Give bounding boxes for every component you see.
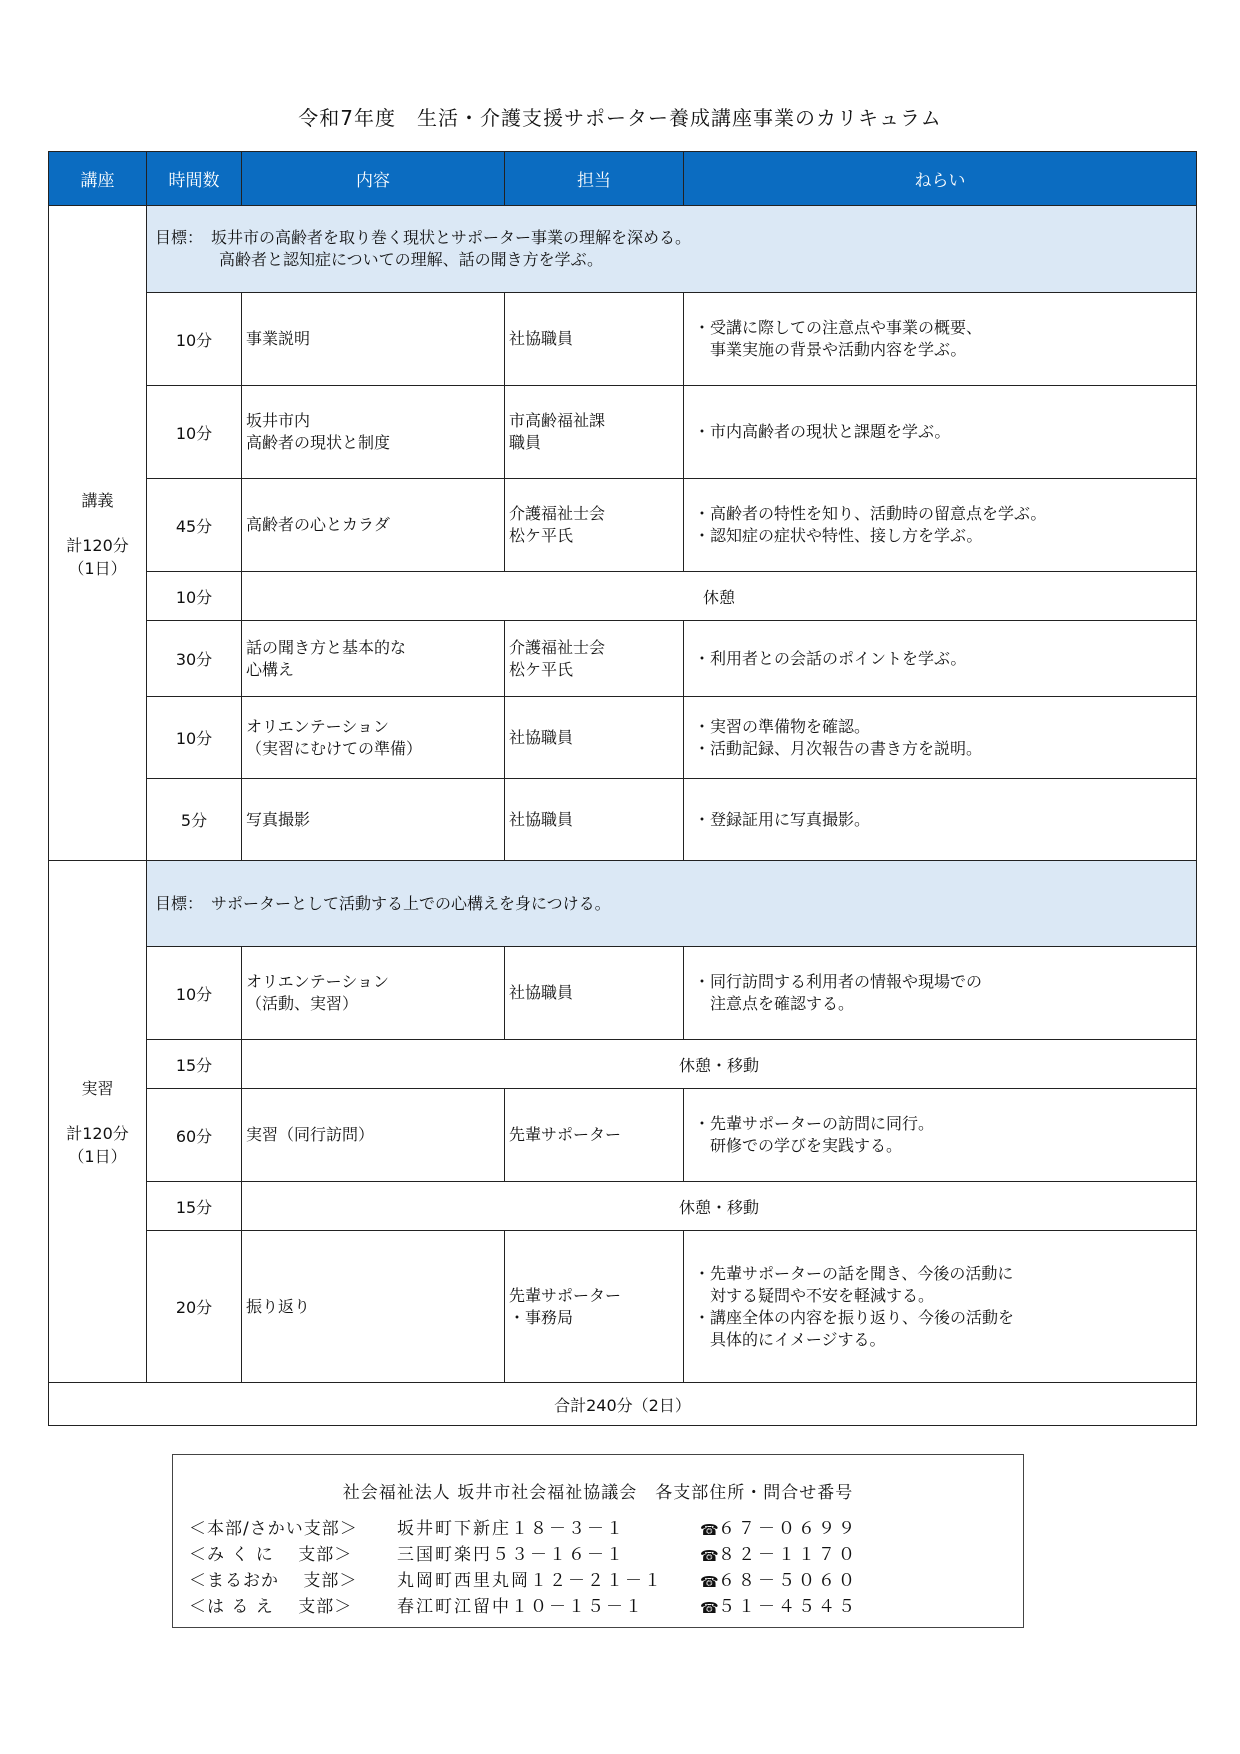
branch-address: 春江町江留中１０－１５－１ — [397, 1597, 644, 1617]
header-course: 講座 — [49, 152, 147, 206]
aim-cell: ・先輩サポーターの訪問に同行。 研修での学びを実践する。 — [684, 1089, 1197, 1182]
grand-total: 合計240分（2日） — [49, 1383, 1197, 1426]
table-row — [49, 621, 1197, 697]
content-cell: 実習（同行訪問） — [242, 1089, 505, 1182]
branch-row — [189, 1516, 858, 1542]
aim-cell: ・実習の準備物を確認。 ・活動記録、月次報告の書き方を説明。 — [684, 697, 1197, 779]
content-cell: 高齢者の心とカラダ — [242, 479, 505, 572]
header-aim: ねらい — [684, 152, 1197, 206]
practice-label: 実習 — [81, 1079, 114, 1098]
branch-name: ＜まるおか 支部＞ — [189, 1571, 358, 1591]
content-cell: オリエンテーション （活動、実習） — [242, 947, 505, 1040]
table-row — [49, 1089, 1197, 1182]
phone-icon: ☎ — [700, 1599, 719, 1617]
contact-box — [172, 1454, 1024, 1628]
table-row — [49, 947, 1197, 1040]
lecture-goal: 目標： 坂井市の高齢者を取り巻く現状とサポーター事業の理解を深める。 高齢者と認知症についての理解、話の聞き方を学ぶ。 — [147, 206, 1197, 293]
staff-cell: 先輩サポーター — [505, 1089, 684, 1182]
table-row — [49, 386, 1197, 479]
phone-icon: ☎ — [700, 1573, 719, 1591]
aim-cell: ・利用者との会話のポイントを学ぶ。 — [684, 621, 1197, 697]
break-row — [49, 572, 1197, 621]
grand-total-row — [49, 1383, 1197, 1426]
break-cell: 休憩 — [242, 572, 1197, 621]
curriculum-table — [48, 151, 1197, 1426]
lecture-label: 講義 — [81, 490, 114, 510]
lecture-goal-row — [49, 206, 1197, 293]
staff-cell: 市高齢福祉課 職員 — [505, 386, 684, 479]
break-row — [49, 1182, 1197, 1231]
branch-address: 丸岡町西里丸岡１２－２１－１ — [397, 1571, 663, 1591]
content-cell: オリエンテーション （実習にむけての準備） — [242, 697, 505, 779]
content-cell: 坂井市内 高齢者の現状と制度 — [242, 386, 505, 479]
lecture-total: 計120分 — [66, 535, 129, 555]
branch-address: 三国町楽円５３－１６－１ — [397, 1545, 625, 1565]
aim-cell: ・先輩サポーターの話を聞き、今後の活動に 対する疑問や不安を軽減する。 ・講座全体の内容を振り返り、今後の活動を 具体的にイメージする。 — [684, 1231, 1197, 1383]
aim-cell: ・受講に際しての注意点や事業の概要、 事業実施の背景や活動内容を学ぶ。 — [684, 293, 1197, 386]
branch-name: ＜本部/さかい支部＞ — [189, 1519, 358, 1539]
branch-tel: ８２－１１７０ — [718, 1545, 858, 1565]
table-row — [49, 293, 1197, 386]
practice-days: （1日） — [68, 1147, 127, 1166]
time-cell: 5分 — [147, 779, 242, 861]
time-cell: 45分 — [147, 479, 242, 572]
time-cell: 15分 — [147, 1040, 242, 1089]
header-staff: 担当 — [505, 152, 684, 206]
time-cell: 10分 — [147, 386, 242, 479]
break-cell: 休憩・移動 — [242, 1040, 1197, 1089]
content-cell: 写真撮影 — [242, 779, 505, 861]
time-cell: 15分 — [147, 1182, 242, 1231]
staff-cell: 先輩サポーター ・事務局 — [505, 1231, 684, 1383]
time-cell: 60分 — [147, 1089, 242, 1182]
aim-cell: ・市内高齢者の現状と課題を学ぶ。 — [684, 386, 1197, 479]
lecture-section-cell — [49, 206, 147, 861]
aim-cell: ・高齢者の特性を知り、活動時の留意点を学ぶ。 ・認知症の症状や特性、接し方を学ぶ。 — [684, 479, 1197, 572]
staff-cell: 社協職員 — [505, 779, 684, 861]
staff-cell: 社協職員 — [505, 947, 684, 1040]
aim-cell: ・同行訪問する利用者の情報や現場での 注意点を確認する。 — [684, 947, 1197, 1040]
header-hours: 時間数 — [147, 152, 242, 206]
table-header-row — [49, 152, 1197, 206]
time-cell: 10分 — [147, 947, 242, 1040]
branch-name: ＜み く に 支部＞ — [189, 1545, 353, 1565]
contact-heading: 社会福祉法人 坂井市社会福祉協議会 各支部住所・問合せ番号 — [342, 1483, 854, 1503]
branch-row — [189, 1542, 858, 1568]
lecture-days: （1日） — [68, 558, 127, 578]
branch-name: ＜は る え 支部＞ — [189, 1597, 353, 1617]
phone-icon: ☎ — [700, 1521, 719, 1539]
table-row — [49, 1231, 1197, 1383]
staff-cell: 社協職員 — [505, 697, 684, 779]
table-row — [49, 697, 1197, 779]
branch-address: 坂井町下新庄１８－３－１ — [397, 1519, 625, 1539]
time-cell: 20分 — [147, 1231, 242, 1383]
staff-cell: 介護福祉士会 松ケ平氏 — [505, 479, 684, 572]
content-cell: 話の聞き方と基本的な 心構え — [242, 621, 505, 697]
content-cell: 事業説明 — [242, 293, 505, 386]
practice-goal-row — [49, 861, 1197, 947]
table-row — [49, 479, 1197, 572]
time-cell: 10分 — [147, 697, 242, 779]
phone-icon: ☎ — [700, 1547, 719, 1565]
practice-goal: 目標： サポーターとして活動する上での心構えを身につける。 — [147, 861, 1197, 947]
header-content: 内容 — [242, 152, 505, 206]
document-title: 令和7年度 生活・介護支援サポーター養成講座事業のカリキュラム — [298, 106, 942, 130]
branch-row — [189, 1568, 858, 1594]
table-row — [49, 779, 1197, 861]
branch-row — [189, 1594, 858, 1620]
practice-section-cell — [49, 861, 147, 1383]
branch-tel: ６７－０６９９ — [718, 1519, 858, 1539]
branch-tel: ５１－４５４５ — [718, 1597, 858, 1617]
time-cell: 10分 — [147, 572, 242, 621]
time-cell: 10分 — [147, 293, 242, 386]
break-cell: 休憩・移動 — [242, 1182, 1197, 1231]
break-row — [49, 1040, 1197, 1089]
content-cell: 振り返り — [242, 1231, 505, 1383]
staff-cell: 介護福祉士会 松ケ平氏 — [505, 621, 684, 697]
time-cell: 30分 — [147, 621, 242, 697]
aim-cell: ・登録証用に写真撮影。 — [684, 779, 1197, 861]
branch-tel: ６８－５０６０ — [718, 1571, 858, 1591]
staff-cell: 社協職員 — [505, 293, 684, 386]
practice-total: 計120分 — [66, 1124, 129, 1143]
